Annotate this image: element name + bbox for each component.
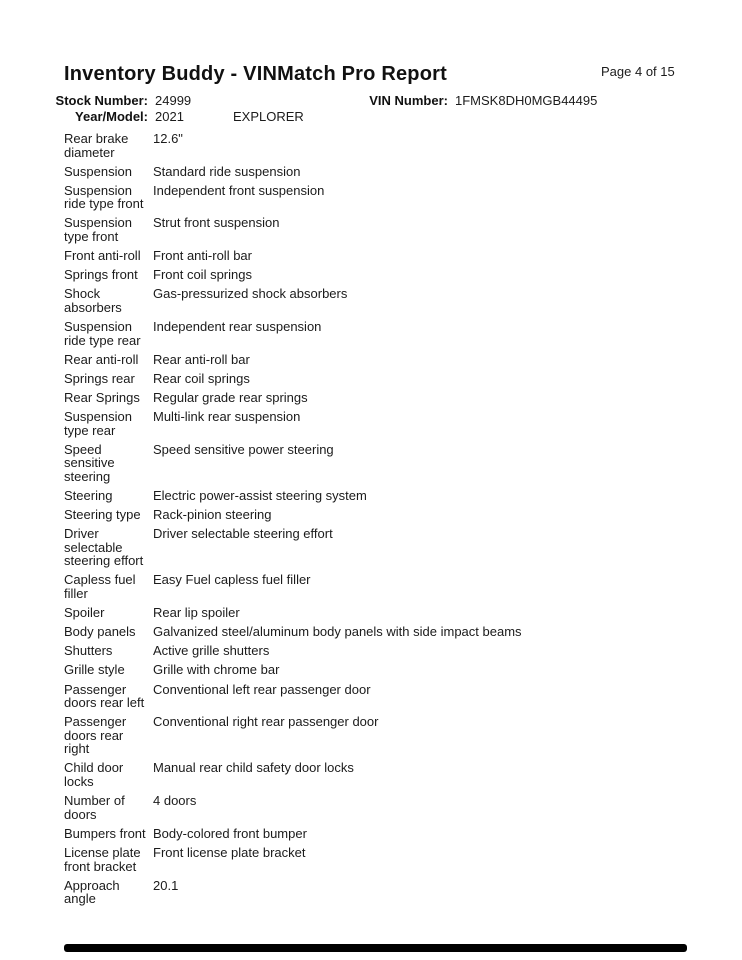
spec-row: [64, 165, 709, 179]
spec-row: [64, 879, 709, 906]
spec-row: [64, 320, 709, 347]
spec-row-value: Conventional right rear passenger door: [153, 714, 379, 730]
spec-row-value: Active grille shutters: [153, 643, 270, 659]
spec-row-value: Multi-link rear suspension: [153, 409, 301, 424]
spec-row-label: Steering: [64, 487, 113, 503]
spec-row: [64, 353, 709, 367]
spec-row-value: Independent front suspension: [153, 182, 325, 198]
spec-row-value: Front license plate bracket: [153, 844, 306, 860]
spec-row-value: Rear anti-roll bar: [153, 351, 250, 367]
spec-row: [64, 410, 709, 437]
stock-number-value: 24999: [155, 93, 192, 108]
spec-row-value: Rack-pinion steering: [153, 507, 272, 523]
vin-number-value: 1FMSK8DH0MGB44495: [455, 93, 598, 108]
spec-row-label: Shutters: [64, 643, 113, 659]
spec-row-value: Driver selectable steering effort: [153, 526, 333, 542]
spec-row: [64, 443, 709, 484]
spec-row-value: Manual rear child safety door locks: [153, 760, 354, 776]
spec-row: [64, 663, 709, 677]
spec-row-value: Strut front suspension: [153, 215, 280, 231]
stock-number-label: Stock Number:: [55, 93, 148, 108]
spec-row-label: Passenger doors rear right: [64, 714, 127, 757]
spec-row-label: Driver selectable steering effort: [64, 526, 144, 569]
spec-row-label: Suspension type rear: [64, 409, 132, 438]
page-title: Inventory Buddy - VINMatch Pro Report: [64, 63, 447, 85]
spec-row-label: Capless fuel filler: [64, 572, 136, 602]
spec-row: [64, 827, 709, 841]
spec-row-label: Bumpers front: [64, 825, 146, 841]
spec-row-label: Rear anti-roll: [64, 351, 139, 367]
year-value: 2021: [155, 109, 184, 124]
spec-row: [64, 391, 709, 405]
spec-row-label: Front anti-roll: [64, 248, 141, 264]
model-value: EXPLORER: [233, 109, 304, 124]
spec-row-label: Number of doors: [64, 793, 125, 822]
spec-row: [64, 715, 709, 756]
spec-row: [64, 372, 709, 386]
scan-artifact-bar: [64, 944, 687, 952]
spec-row-value: Easy Fuel capless fuel filler: [153, 572, 311, 588]
spec-row-label: Approach angle: [64, 877, 120, 907]
spec-row-label: Suspension type front: [64, 215, 132, 245]
spec-row-value: 20.1: [153, 877, 179, 893]
spec-row-label: Springs front: [64, 267, 138, 283]
page-number-indicator: Page 4 of 15: [601, 64, 675, 79]
spec-row-label: License plate front bracket: [64, 844, 141, 874]
spec-row-value: Galvanized steel/aluminum body panels with side impact beams: [153, 624, 522, 640]
spec-row: [64, 216, 709, 243]
spec-row-value: 4 doors: [153, 793, 197, 809]
spec-row-label: Rear Springs: [64, 389, 140, 405]
spec-row-label: Shock absorbers: [64, 286, 122, 315]
spec-row-label: Speed sensitive steering: [64, 441, 115, 484]
spec-row: [64, 527, 709, 568]
spec-row: [64, 846, 709, 873]
spec-row: [64, 644, 709, 658]
spec-row: [64, 249, 709, 263]
spec-row-value: 12.6": [153, 131, 183, 146]
spec-row: [64, 184, 709, 211]
spec-row: [64, 268, 709, 282]
spec-row-value: Regular grade rear springs: [153, 389, 308, 405]
vin-number-label: VIN Number:: [369, 93, 448, 108]
spec-row-label: Body panels: [64, 624, 136, 640]
spec-row: [64, 761, 709, 788]
spec-row-label: Spoiler: [64, 605, 105, 621]
spec-row-value: Front coil springs: [153, 267, 252, 283]
spec-row: [64, 287, 709, 314]
spec-row-value: Speed sensitive power steering: [153, 441, 334, 457]
spec-row: [64, 794, 709, 821]
spec-row-label: Suspension: [64, 163, 132, 179]
spec-table: [64, 132, 709, 911]
spec-row-label: Passenger doors rear left: [64, 681, 145, 711]
spec-row-value: Conventional left rear passenger door: [153, 681, 371, 697]
spec-row-value: Front anti-roll bar: [153, 248, 252, 264]
spec-row: [64, 132, 709, 159]
spec-row-label: Springs rear: [64, 370, 135, 386]
year-model-label: Year/Model:: [75, 109, 148, 124]
spec-row-value: Rear lip spoiler: [153, 605, 240, 621]
spec-row-value: Body-colored front bumper: [153, 825, 307, 841]
spec-row-label: Child door locks: [64, 760, 124, 790]
spec-row-label: Suspension ride type rear: [64, 319, 141, 348]
spec-row: [64, 683, 709, 710]
spec-row-label: Rear brake diameter: [64, 131, 129, 160]
spec-row-label: Suspension ride type front: [64, 182, 144, 212]
spec-row: [64, 573, 709, 600]
spec-row-value: Independent rear suspension: [153, 319, 322, 335]
spec-row-value: Rear coil springs: [153, 370, 250, 386]
spec-row-value: Standard ride suspension: [153, 163, 301, 179]
spec-row: [64, 606, 709, 620]
spec-row: [64, 489, 709, 503]
spec-row-value: Grille with chrome bar: [153, 662, 280, 678]
spec-row-value: Gas-pressurized shock absorbers: [153, 286, 348, 302]
spec-row-value: Electric power-assist steering system: [153, 487, 367, 503]
spec-row-label: Steering type: [64, 507, 141, 523]
spec-row: [64, 625, 709, 639]
spec-row: [64, 508, 709, 522]
spec-row-label: Grille style: [64, 662, 125, 678]
